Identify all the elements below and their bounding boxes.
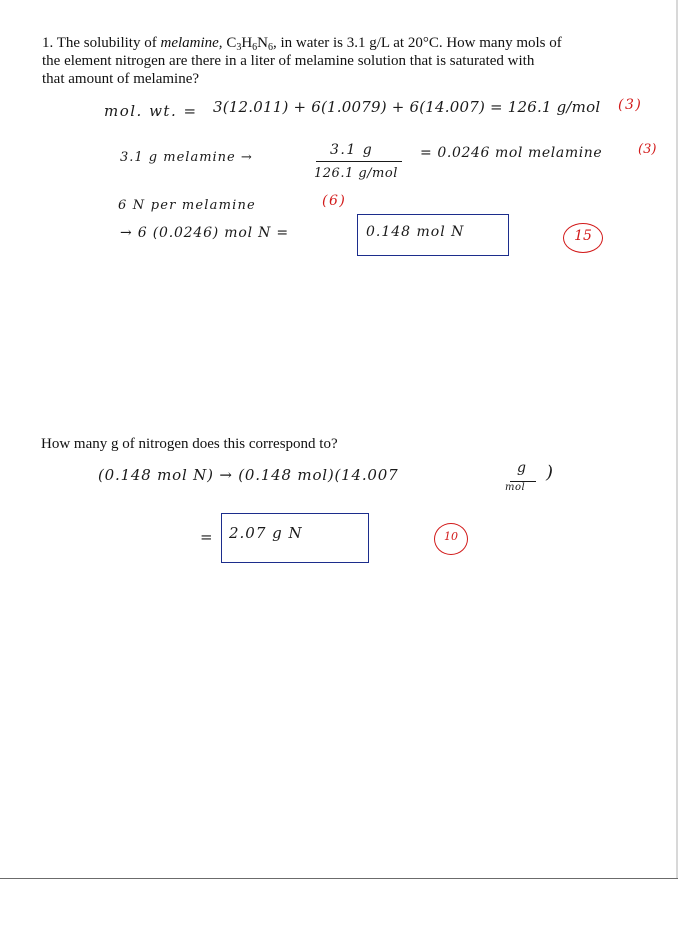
score-part-1: 15	[574, 228, 592, 244]
grams-n-closing-paren: )	[546, 462, 555, 483]
unit-fraction-denominator: mol	[505, 482, 526, 493]
grams-n-equals: =	[200, 528, 215, 546]
melamine-formula: $C_3H_6N_6$	[226, 35, 274, 53]
question-1-line-2: the element nitrogen are there in a liter of melamine solution that is saturated with	[42, 53, 535, 69]
grams-melamine-label: 3.1 g melamine →	[120, 150, 253, 165]
fraction-denominator: 126.1 g/mol	[314, 166, 398, 181]
n-moles-calculation: → 6 (0.0246) mol N =	[120, 225, 289, 241]
question-text-end: , in water is 3.1 g/L at 20°C. How many mols of	[273, 35, 562, 51]
mol-wt-expression: 3(12.011) + 6(1.0079) + 6(14.007) = 126.1 g/mol	[213, 98, 601, 116]
n-per-points: (6)	[322, 193, 347, 209]
unit-fraction-numerator: g	[517, 460, 528, 476]
mol-wt-points: (3)	[618, 97, 643, 113]
moles-points: (3)	[638, 142, 657, 157]
question-number: 1.	[42, 35, 54, 51]
question-text-start: The solubility of	[53, 35, 161, 51]
page-bottom-edge	[0, 878, 678, 879]
grams-n-answer: 2.07 g N	[229, 524, 303, 542]
question-1-line-3: that amount of melamine?	[42, 71, 200, 87]
melamine-word: melamine,	[160, 35, 223, 51]
question-2-text: How many g of nitrogen does this correspond to?	[41, 436, 338, 452]
fraction-bar	[316, 161, 402, 162]
n-moles-answer: 0.148 mol N	[366, 224, 465, 240]
score-circle-part-2	[434, 523, 468, 555]
n-per-melamine: 6 N per melamine	[118, 198, 256, 213]
fraction-numerator: 3.1 g	[330, 142, 374, 158]
score-circle-part-1	[563, 223, 603, 253]
question-1-line-1	[42, 35, 562, 52]
score-part-2: 10	[444, 530, 458, 543]
moles-melamine-result: = 0.0246 mol melamine	[420, 145, 603, 161]
grams-n-calculation: (0.148 mol N) → (0.148 mol)(14.007	[98, 466, 399, 484]
mol-wt-label: mol. wt. =	[104, 102, 198, 120]
